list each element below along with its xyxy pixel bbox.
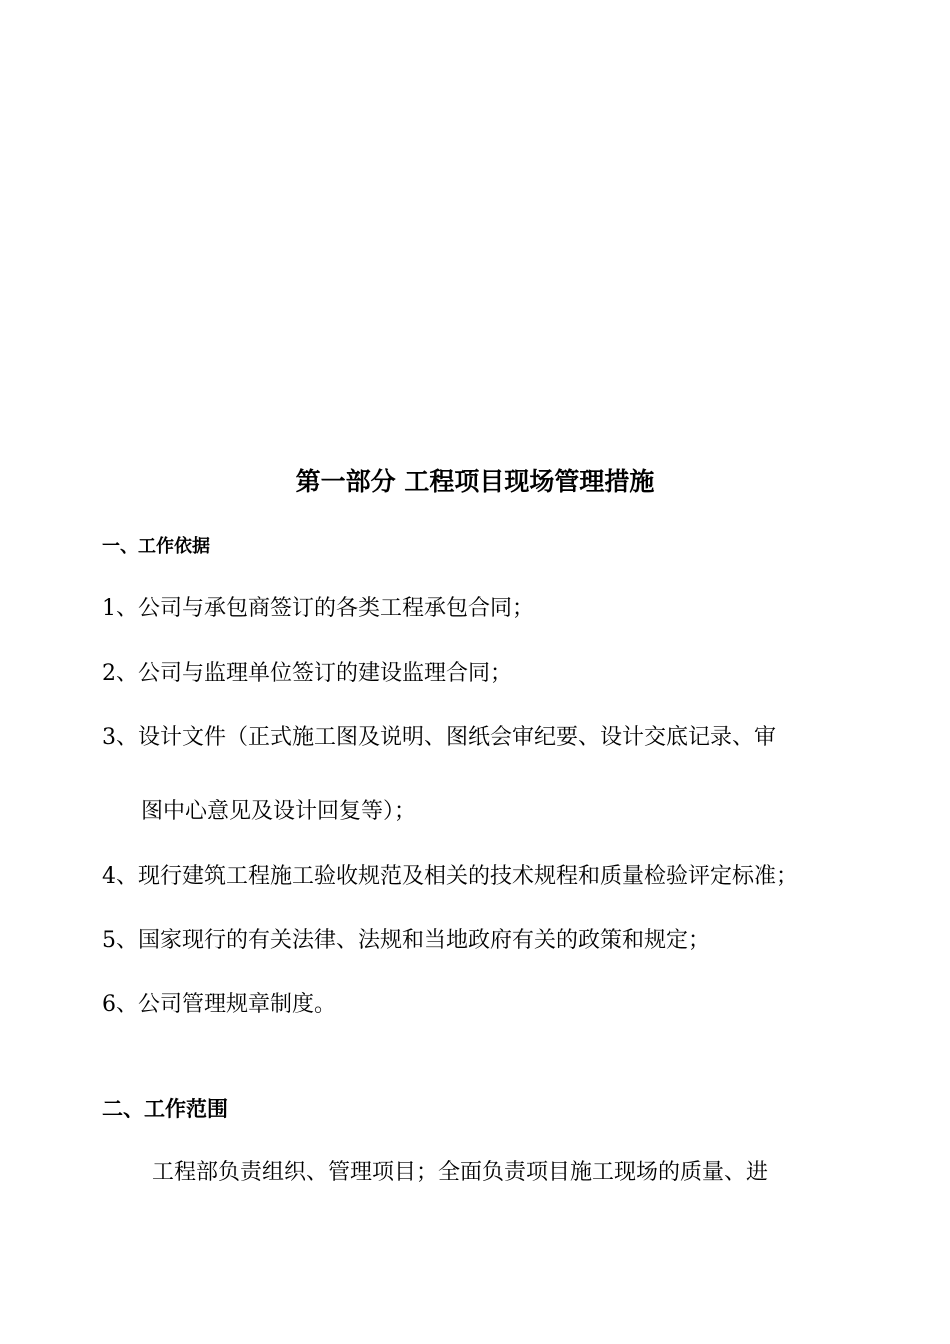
list-item: 3、设计文件（正式施工图及说明、图纸会审纪要、设计交底记录、审 [102, 725, 776, 750]
section-heading-work-scope: 二、工作范围 [102, 1097, 228, 1121]
list-item: 2、公司与监理单位签订的建设监理合同； [102, 661, 512, 686]
list-item: 1、公司与承包商签订的各类工程承包合同； [102, 596, 534, 621]
list-item: 6、公司管理规章制度。 [102, 992, 336, 1017]
page-title: 第一部分 工程项目现场管理措施 [295, 467, 655, 496]
list-item-continuation: 图中心意见及设计回复等）； [141, 799, 417, 824]
list-item: 4、现行建筑工程施工验收规范及相关的技术规程和质量检验评定标准； [102, 864, 798, 889]
section-heading-work-basis: 一、工作依据 [102, 536, 210, 557]
list-item: 5、国家现行的有关法律、法规和当地政府有关的政策和规定； [102, 928, 710, 953]
body-paragraph: 工程部负责组织、管理项目；全面负责项目施工现场的质量、进 [152, 1160, 769, 1185]
